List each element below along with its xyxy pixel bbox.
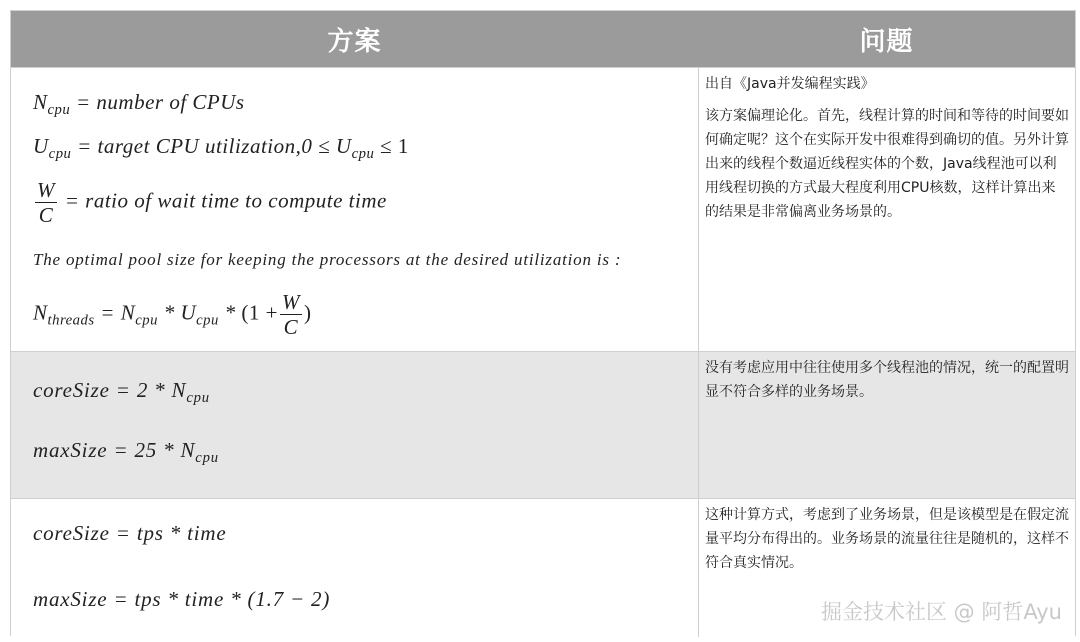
formula-core-size: coreSize = tps * time [33, 521, 227, 545]
fraction-w-over-c-2: $\frac{W}{C}$ [281, 290, 300, 340]
watermark: 掘金技术社区 @ 阿哲Ayu [820, 600, 1062, 624]
formula-optimal-text: The optimal pool size for keeping the processors at the desired utilization is : [33, 250, 622, 269]
formula-core-size: coreSize = $2 * N_{cpu}$ [33, 378, 210, 407]
fraction-w-over-c: $\frac{W}{C}$ [37, 178, 55, 228]
problem-cell [698, 352, 1075, 498]
formula-ucpu-tail: ≤ 1 [380, 134, 409, 158]
table-row [11, 351, 1075, 498]
formula-nthreads-eq: = [100, 300, 115, 325]
formula-max-text: maxSize = 25 * [33, 438, 175, 462]
formula-ucpu-text: = target CPU utilization,0 ≤ [77, 134, 331, 158]
header-scheme: 方案 [327, 26, 382, 57]
formula-ncpu-text: = number of CPUs [75, 90, 245, 114]
formula-core-text: coreSize = 2 * [33, 378, 166, 402]
problem-cell [698, 68, 1075, 351]
table-header [11, 11, 1075, 67]
table-row [11, 67, 1075, 351]
problem-text: 这种计算方式，考虑到了业务场景，但是该模型是在假定流量平均分布得出的。业务场景的流量往往是随机的，这样不符合真实情况。 [705, 507, 1069, 571]
problem-text: 该方案偏理论化。首先，线程计算的时间和等待的时间要如何确定呢？这个在实际开发中很难得到确切的值。另外计算出来的线程个数逼近线程实体的个数，Java线程池可以利用线程切换的方式最大程度利用CPU核数，这样计算出来的结果是非常偏离业务场景的。 [705, 108, 1069, 220]
problem-source: 出自《Java并发编程实践》 [705, 76, 875, 92]
comparison-table [10, 10, 1076, 636]
formula-wc-text: = ratio of wait time to compute time [64, 188, 387, 213]
scheme-cell [11, 352, 698, 498]
formula-ucpu: $U_{cpu}$ = target CPU utilization,0 ≤ $U_{cpu} \le 1$ [33, 134, 409, 163]
formula-max-size: maxSize = tps * time * (1.7 − 2) [33, 587, 331, 611]
formula-max-size: maxSize = $25 * N_{cpu}$ [33, 438, 219, 467]
scheme-cell [11, 68, 698, 351]
problem-text: 没有考虑应用中往往使用多个线程池的情况，统一的配置明显不符合多样的业务场景。 [705, 360, 1069, 400]
scheme-cell [11, 499, 698, 637]
formula-nthreads: $N_{threads} = N_{cpu} * U_{cpu} * (1$ + $\frac{W}{C}$ ) [33, 290, 312, 340]
formula-wc [33, 178, 387, 227]
formula-ncpu: $N_{cpu}$ = number of CPUs [33, 90, 245, 119]
header-problem: 问题 [859, 26, 914, 57]
